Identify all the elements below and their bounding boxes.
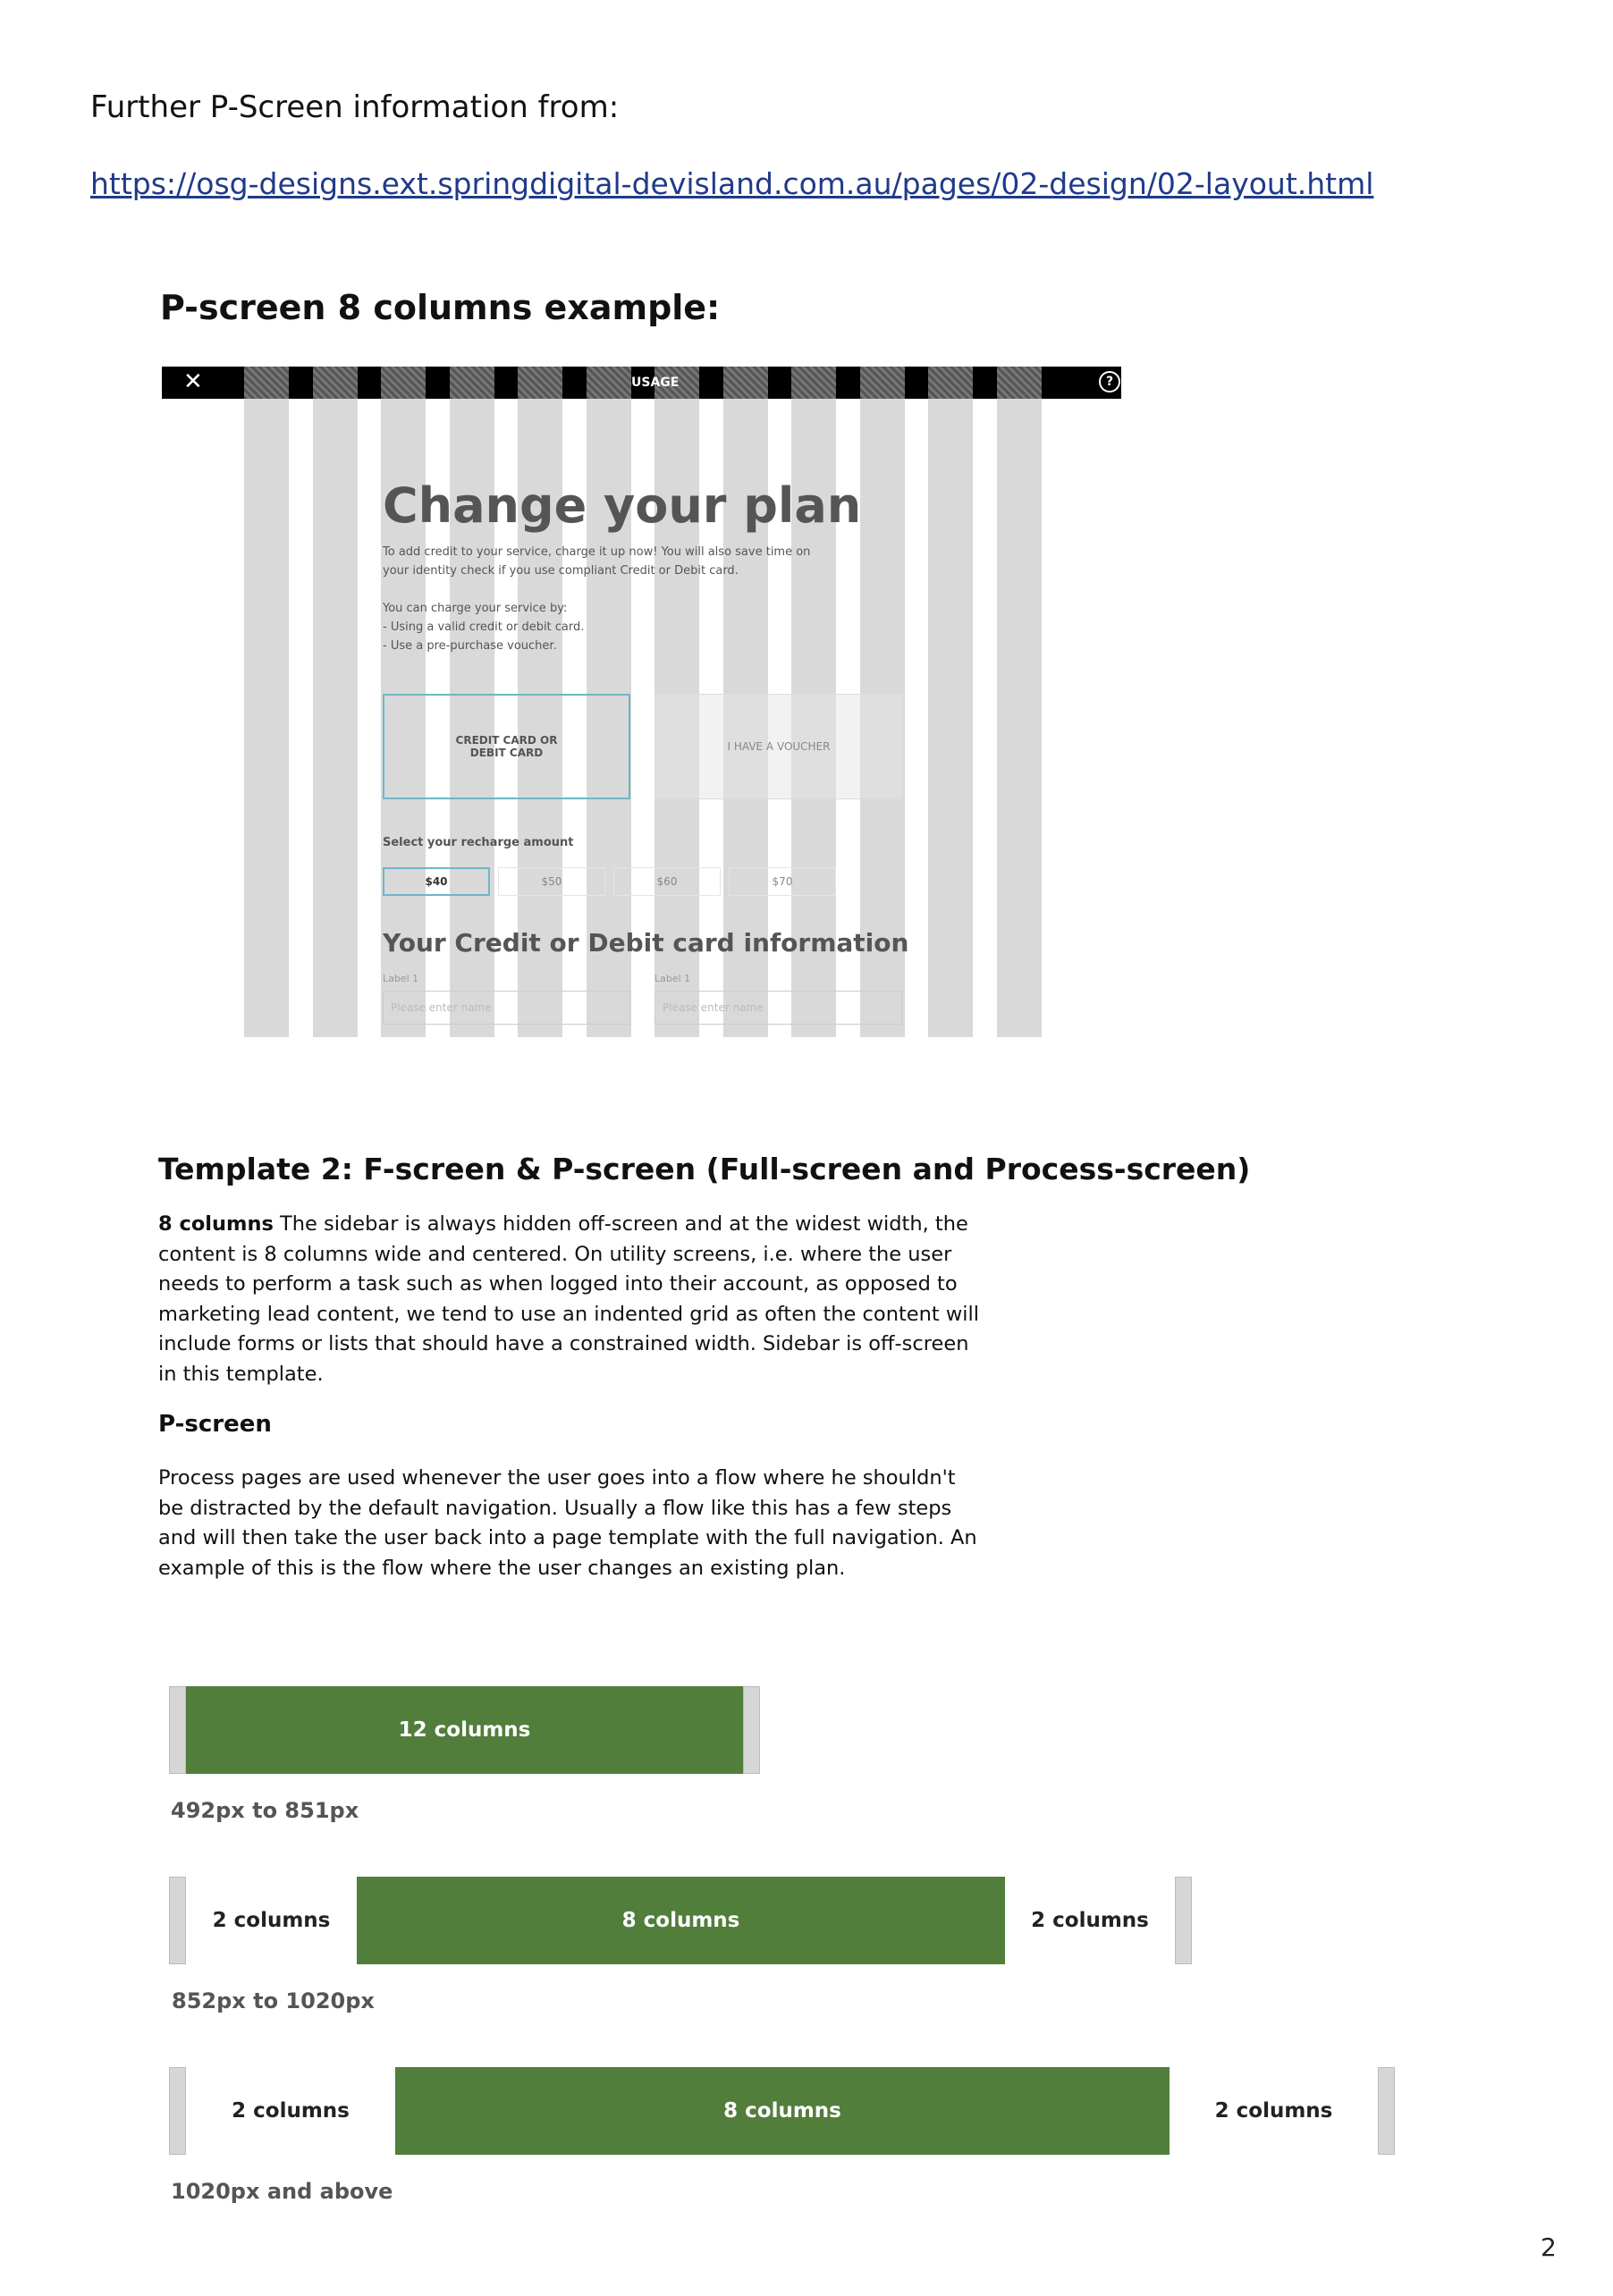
template-paragraph bbox=[158, 1210, 981, 1389]
grid-side-columns: 2 columns bbox=[232, 2099, 350, 2123]
mock-heading: Change your plan bbox=[383, 477, 862, 534]
mock-option-card-line: CREDIT CARD OR bbox=[455, 734, 558, 747]
mock-input: Please enter name bbox=[383, 991, 630, 1025]
grid-range-label: 492px to 851px bbox=[171, 1798, 359, 1823]
pscreen-example-screenshot bbox=[162, 367, 1121, 1037]
grid-main-columns: 12 columns bbox=[186, 1686, 743, 1774]
template-title: Template 2: F-screen & P-screen (Full-screen and Process-screen) bbox=[158, 1152, 1251, 1186]
mock-text: You can charge your service by: bbox=[383, 602, 568, 615]
help-icon: ? bbox=[1099, 371, 1120, 393]
gutter bbox=[169, 1877, 186, 1964]
mock-card-heading: Your Credit or Debit card information bbox=[383, 928, 909, 958]
close-icon: ✕ bbox=[183, 368, 203, 395]
mock-amount: $40 bbox=[383, 867, 490, 896]
gutter bbox=[1378, 2067, 1395, 2155]
mock-bar-label: USAGE bbox=[631, 376, 680, 390]
pscreen-heading: P-screen bbox=[158, 1411, 272, 1438]
grid-range-label: 1020px and above bbox=[171, 2179, 393, 2204]
design-docs-link[interactable]: https://osg-designs.ext.springdigital-devisland.com.au/pages/02-design/02-layout.html bbox=[90, 166, 1374, 201]
mock-select-label: Select your recharge amount bbox=[383, 836, 574, 849]
gutter bbox=[1175, 1877, 1192, 1964]
mock-text: To add credit to your service, charge it up now! You will also save time on bbox=[383, 545, 811, 559]
gutter bbox=[169, 2067, 186, 2155]
grid-side-columns: 2 columns bbox=[212, 1909, 331, 1932]
mock-input: Please enter name bbox=[654, 991, 902, 1025]
mock-text: your identity check if you use compliant Credit or Debit card. bbox=[383, 564, 739, 578]
grid-main-columns: 8 columns bbox=[357, 1877, 1005, 1964]
mock-label: Label 1 bbox=[383, 973, 419, 984]
gutter bbox=[169, 1686, 186, 1774]
template-paragraph-bold: 8 columns bbox=[158, 1212, 274, 1236]
gutter bbox=[743, 1686, 760, 1774]
example-title: P-screen 8 columns example: bbox=[160, 288, 721, 327]
pscreen-paragraph: Process pages are used whenever the user goes into a flow where he shouldn't be distracted by the default navigation. Usually a flow like this has a few steps and will then take the user back into a page template with the full navigation. An example of this is the flow where the user changes an existing plan. bbox=[158, 1466, 977, 1580]
grid-side-columns: 2 columns bbox=[1214, 2099, 1333, 2123]
grid-side-columns: 2 columns bbox=[1031, 1909, 1149, 1932]
mock-option-card bbox=[383, 694, 630, 799]
mock-label: Label 1 bbox=[654, 973, 691, 984]
mock-amount: $60 bbox=[613, 867, 721, 896]
intro-text: Further P-Screen information from: bbox=[90, 89, 620, 125]
mock-text: - Using a valid credit or debit card. bbox=[383, 620, 585, 634]
page-number: 2 bbox=[1541, 2233, 1557, 2262]
template-paragraph-text: The sidebar is always hidden off-screen and at the widest width, the content is 8 columns wide and centered. On utility screens, i.e. where the user needs to perform a task such as when logged into their account, as opposed to marketing lead content, we tend to use an indented grid as often the content will include forms or lists that should have a constrained width. Sidebar is off-screen in this template. bbox=[158, 1212, 980, 1386]
grid-range-label: 852px to 1020px bbox=[172, 1988, 375, 2013]
mock-option-card-line: DEBIT CARD bbox=[469, 747, 544, 759]
mock-text: - Use a pre-purchase voucher. bbox=[383, 639, 557, 653]
mock-option-voucher: I HAVE A VOUCHER bbox=[654, 694, 903, 799]
grid-main-columns: 8 columns bbox=[395, 2067, 1170, 2155]
mock-amount: $70 bbox=[729, 867, 836, 896]
mock-amount: $50 bbox=[498, 867, 605, 896]
